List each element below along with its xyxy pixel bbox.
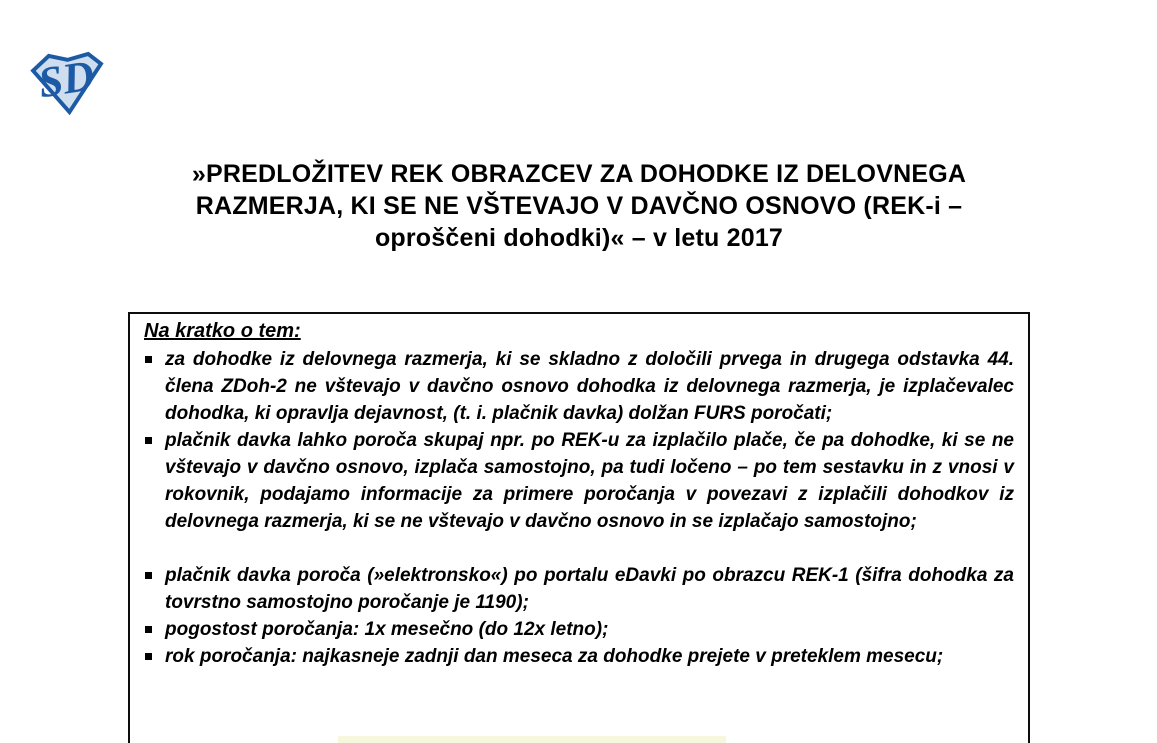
title-line-3: oproščeni dohodki)« – v letu 2017: [374, 224, 784, 252]
bullet-text: rok poročanja: najkasneje zadnji dan meseca za dohodke prejete v preteklem mesecu;: [165, 646, 944, 667]
cutoff-highlighted-text-top: [338, 736, 726, 743]
bullet-item: [142, 427, 1014, 535]
summary-box-heading: Na kratko o tem:: [144, 320, 301, 342]
bullet-item: [142, 616, 1014, 643]
bullet-text: pogostost poročanja: 1x mesečno (do 12x letno);: [165, 619, 609, 640]
bullet-text: za dohodke iz delovnega razmerja, ki se skladno z določili prvega in drugega odstavka 44. člena ZDoh-2 ne vštevajo v davčno osnovo dohodka iz delovnega razmerja, je izplačevalec dohodka, ki opravlja dejavnost, (t. i. plačnik davka) dolžan FURS poročati;: [165, 349, 1014, 424]
bullet-square-icon: [145, 437, 152, 444]
bullet-square-icon: [145, 653, 152, 660]
bullet-item: [142, 346, 1014, 427]
bullet-square-icon: [145, 626, 152, 633]
summary-box: [128, 312, 1030, 743]
summary-bullet-list: [142, 346, 1014, 670]
title-line-2: RAZMERJA, KI SE NE VŠTEVAJO V DAVČNO OSNOVO (REK-i –: [195, 192, 963, 220]
bullet-text: plačnik davka poroča (»elektronsko«) po portalu eDavki po obrazcu REK-1 (šifra dohodka za tovrstno samostojno poročanje je 1190);: [165, 565, 1014, 613]
bullet-item: [142, 643, 1014, 670]
logo-letters: SD: [35, 51, 98, 108]
bullet-text: plačnik davka lahko poroča skupaj npr. po REK-u za izplačilo plače, če pa dohodke, ki se ne vštevajo v davčno osnovo, izplača samostojno, pa tudi ločeno – po tem sestavku in z vnosi v rokovnik, podajamo informacije za primere poročanja v povezavi z izplačili dohodkov iz delovnega razmerja, ki se ne vštevajo v davčno osnovo in se izplačajo samostojno;: [165, 430, 1014, 532]
sd-shield-icon: [30, 51, 104, 115]
document-title: [128, 158, 1030, 254]
bullet-square-icon: [145, 572, 152, 579]
bullet-item: [142, 562, 1014, 616]
bullet-square-icon: [145, 356, 152, 363]
title-line-1: »PREDLOŽITEV REK OBRAZCEV ZA DOHODKE IZ DELOVNEGA: [191, 160, 967, 188]
sd-diamond-logo: [30, 51, 104, 115]
